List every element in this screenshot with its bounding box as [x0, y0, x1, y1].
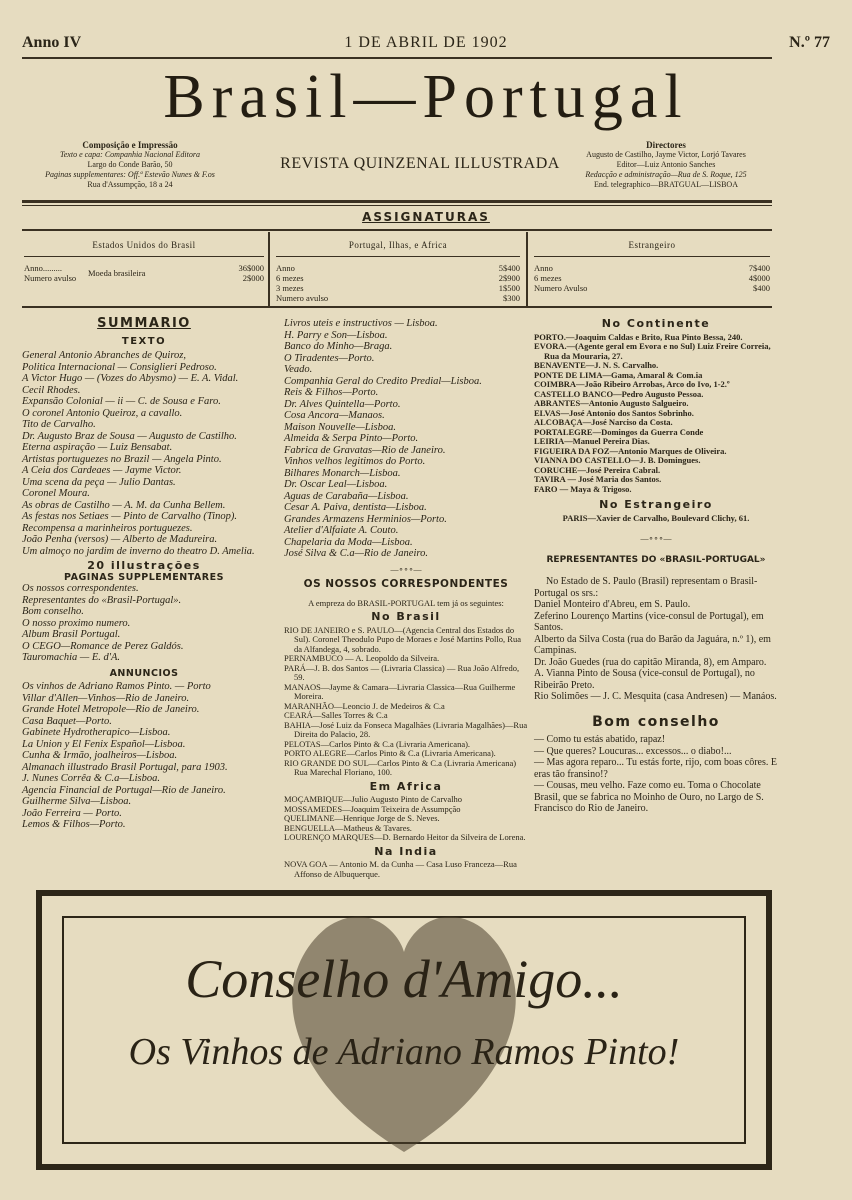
- subscriptions-divider-2: [526, 232, 528, 306]
- ad-item: H. Parry e Son—Lisboa.: [284, 329, 388, 341]
- correspondent-item: CASTELLO BANCO—Pedro Augusto Pessoa.: [534, 388, 704, 399]
- printing-heading: Composição e Impressão: [82, 140, 178, 150]
- summary-item: General Antonio Abranches de Quiroz,: [22, 350, 187, 361]
- representatives-list: [534, 599, 778, 703]
- subscription-brazil: [24, 232, 264, 304]
- annuncio-item: La Union y El Fenix Español—Lisboa.: [22, 738, 186, 750]
- supp-item: Tauromachia — E. d'A.: [22, 652, 121, 663]
- ad-item: Veado.: [284, 364, 313, 375]
- correspondent-item: PELOTAS—Carlos Pinto & C.a (Livraria Americana).: [284, 738, 471, 749]
- africa-heading: Em Africa: [369, 779, 443, 793]
- directors-line-2: Editor—Luiz Antonio Sanches: [616, 160, 716, 169]
- foreign-row: [534, 283, 770, 293]
- supp-heading: PAGINAS SUPPLEMENTARES: [64, 571, 224, 583]
- portugal-row: [276, 263, 520, 273]
- summary-item: Recompensa a marinheiros portuguezes.: [22, 522, 193, 534]
- printing-line-2: Largo do Conde Barão, 50: [87, 160, 173, 169]
- middle-column: [284, 318, 528, 879]
- summary-item: Uma scena da peça — Julio Dantas.: [22, 476, 176, 488]
- representative-item: Dr. João Guedes (rua do capitão Miranda, 8), em Amparo.: [534, 656, 767, 668]
- row-value: 1$500: [498, 283, 520, 293]
- correspondent-item: QUELIMANE—Henrique Jorge de S. Neves.: [284, 813, 440, 823]
- ad-item: Companhia Geral do Credito Predial—Lisboa.: [284, 375, 482, 387]
- annuncio-item: Casa Baquet—Porto.: [22, 715, 112, 727]
- ornament-divider: —∘∘∘—: [640, 534, 672, 543]
- texto-list: [22, 350, 266, 557]
- annuncio-item: Lemos & Filhos—Porto.: [22, 819, 126, 830]
- brasil-heading: No Brasil: [371, 610, 441, 623]
- summary-item: Artistas portuguezes no Brazil — Angela Pinto.: [22, 453, 222, 465]
- correspondent-item: BENGUELLA—Matheus & Tavares.: [284, 822, 412, 833]
- ad-item: Chapelaria da Moda—Lisboa.: [284, 536, 413, 548]
- ad-item: Maison Nouvelle—Lisboa.: [284, 421, 396, 433]
- bom-conselho-text: [534, 734, 778, 815]
- subscriptions-rule: [22, 229, 772, 231]
- correspondent-item: NOVA GOA — Antonio M. da Cunha — Casa Luso Franceza—Rua Affonso de Albuquerque.: [284, 859, 517, 879]
- ad-item: Banco do Minho—Braga.: [284, 341, 393, 352]
- correspondent-item: ALCOBAÇA—José Narciso da Costa.: [534, 417, 673, 427]
- summary-item: Um almoço no jardim de inverno do theatro D. Amelia.: [22, 545, 255, 557]
- brazil-row2-value: 2$000: [242, 273, 264, 283]
- foreign-row: [534, 263, 770, 273]
- correspondent-item: MOÇAMBIQUE—Julio Augusto Pinto de Carvalho: [284, 794, 463, 804]
- correspondent-item: RIO GRANDE DO SUL—Carlos Pinto & C.a (Livraria Americana) Rua Marechal Floriano, 100.: [284, 757, 517, 777]
- supp-item: Os nossos correspondentes.: [22, 583, 139, 594]
- subscription-foreign: [534, 232, 770, 304]
- summary-title: SUMMARIO: [97, 316, 191, 331]
- summary-column: [22, 318, 266, 831]
- illustrations-count: 20 illustrações: [87, 559, 201, 572]
- representatives-intro: No Estado de S. Paulo (Brasil) representam o Brasil-Portugal os srs.:: [534, 576, 758, 599]
- row-label: 3 mezes: [276, 283, 304, 293]
- correspondent-item: PORTO.—Joaquim Caldas e Brito, Rua Pinto Bessa, 240.: [534, 331, 743, 342]
- correspondent-item: PORTO ALEGRE—Carlos Pinto & C.a (Livraria Americana).: [284, 748, 496, 758]
- representative-item: Alberto da Silva Costa (rua do Barão da Jaguára, n.º 1), em Campinas.: [534, 633, 771, 656]
- correspondent-item: MARANHÃO—Leoncio J. de Medeiros & C.a: [284, 700, 445, 711]
- annuncios-list: [22, 681, 266, 831]
- row-value: 4$000: [748, 273, 770, 283]
- ad-item: Dr. Alves Quintella—Porto.: [284, 398, 401, 410]
- brazil-row1-value: 36$000: [238, 263, 264, 273]
- annuncio-item: Guilherme Silva—Lisboa.: [22, 796, 132, 807]
- ad-headline: Conselho d'Amigo...: [185, 949, 623, 1009]
- correspondent-item: RIO DE JANEIRO e S. PAULO—(Agencia Central dos Estados do Sul). Coronel Theodulo Pupo de Moraes e José Martins Pollo, Rua da Alfandega, 4, sobrado.: [284, 624, 521, 654]
- correspondent-item: BENAVENTE—J. N. S. Carvalho.: [534, 360, 659, 370]
- issue-number: N.º 77: [789, 34, 830, 51]
- printing-line-1: Texto e capa: Companhia Nacional Editora: [60, 150, 200, 159]
- correspondent-item: BAHIA—José Luiz da Fonseca Magalhães (Livraria Magalhães)—Rua Direita do Palacio, 28.: [284, 719, 528, 739]
- supp-item: Bom conselho.: [22, 606, 84, 617]
- row-value: 5$400: [498, 263, 520, 273]
- ad-item: O Tiradentes—Porto.: [284, 352, 375, 364]
- right-column: [534, 318, 778, 815]
- ad-item: Fabrica de Gravatas—Rio de Janeiro.: [284, 444, 446, 456]
- ad-item: Cosa Ancora—Manaos.: [284, 410, 385, 421]
- india-heading: Na India: [374, 844, 438, 858]
- summary-item: Expansão Colonial — ii — C. de Sousa e Faro.: [22, 396, 221, 407]
- ad-item: Cesar A. Paiva, dentista—Lisboa.: [284, 502, 427, 513]
- correspondents-title: OS NOSSOS CORRESPONDENTES: [303, 578, 509, 590]
- brasil-list: [284, 626, 528, 778]
- texto-heading: TEXTO: [121, 335, 167, 347]
- correspondent-item: ELVAS—José Antonio dos Santos Sobrinho.: [534, 407, 694, 418]
- annuncio-item: Grande Hotel Metropole—Rio de Janeiro.: [22, 704, 200, 715]
- summary-item: Cecil Rhodes.: [22, 384, 81, 396]
- annuncio-item: Agencia Financial de Portugal—Rio de Janeiro.: [22, 784, 226, 796]
- annuncio-item: J. Nunes Corrêa & C.a—Lisboa.: [22, 773, 160, 784]
- india-list: [284, 860, 528, 879]
- ornament-divider: —∘∘∘—: [390, 564, 422, 574]
- annuncio-item: João Ferreira — Porto.: [22, 807, 122, 819]
- row-label: 6 mezes: [534, 273, 562, 283]
- representative-item: Rio Solimões — J. C. Mesquita (casa Andresen) — Manáos.: [534, 691, 777, 702]
- representative-item: Daniel Monteiro d'Abreu, em S. Paulo.: [534, 599, 691, 610]
- annuncio-item: Cunha & Irmão, joalheiros—Lisboa.: [22, 750, 178, 761]
- bom-conselho-title: Bom conselho: [592, 713, 720, 730]
- directors-line-3: Redacção e administração—Rua de S. Roque, 125: [585, 170, 747, 179]
- correspondent-item: LOURENÇO MARQUES—D. Bernardo Heitor da Silveira de Lorena.: [284, 832, 526, 842]
- row-value: 7$400: [748, 263, 770, 273]
- annuncio-item: Os vinhos de Adriano Ramos Pinto. — Porto: [22, 681, 211, 692]
- correspondent-item: FARO — Maya & Trigoso.: [534, 483, 632, 494]
- subscriptions-bottom-rule: [22, 306, 772, 308]
- representative-item: A. Vianna Pinto de Sousa (vice-consul de Portugal), no Ribeirão Preto.: [534, 668, 755, 691]
- africa-list: [284, 795, 528, 843]
- dialogue-line: — Que queres? Loucuras... excessos... o diabo!...: [534, 745, 732, 757]
- header-rule-thin: [22, 205, 772, 206]
- brazil-currency: Moeda brasileira: [88, 268, 146, 278]
- ad-item: Dr. Oscar Leal—Lisboa.: [284, 479, 388, 490]
- ad-item: Bilhares Monarch—Lisboa.: [284, 467, 401, 479]
- correspondent-item: COIMBRA—João Ribeiro Arrobas, Arco do Ivo, 1-2.º: [534, 379, 730, 389]
- summary-item: Coronel Moura.: [22, 488, 90, 499]
- correspondent-item: ABRANTES—Antonio Augusto Salgueiro.: [534, 398, 689, 408]
- printing-info: [20, 140, 240, 190]
- foreign-heading: Estrangeiro: [534, 240, 770, 257]
- correspondent-item: EVORA.—(Agente geral em Evora e no Sul) Luiz Freire Correia, Rua da Mouraria, 27.: [534, 341, 771, 361]
- ad-item: Almeida & Serpa Pinto—Porto.: [284, 433, 419, 444]
- header-top-line: [22, 34, 830, 56]
- ad-item: Vinhos velhos legitimos do Porto.: [284, 456, 426, 467]
- masthead-subtitle: REVISTA QUINZENAL ILLUSTRADA: [280, 155, 560, 172]
- printing-line-3: Paginas supplementares: Off.ª Estevão Nunes & F.os: [45, 170, 215, 179]
- masthead-title: Brasil—Portugal: [163, 63, 689, 131]
- correspondent-item: PONTE DE LIMA—Gama, Amaral & Com.ia: [534, 369, 703, 380]
- supp-item: O CEGO—Romance de Perez Galdós.: [22, 640, 184, 652]
- correspondent-item: MOSSAMEDES—Joaquim Teixeira de Assumpção: [284, 803, 461, 814]
- foreign-row: [534, 273, 770, 283]
- directors-line-4: End. telegraphico—BRATGUAL—LISBOA: [594, 180, 738, 189]
- wine-advertisement: [36, 890, 772, 1170]
- row-label: Numero Avulso: [534, 283, 588, 293]
- correspondent-item: PORTALEGRE—Domingos da Guerra Conde: [534, 426, 704, 437]
- correspondent-item: PARÁ—J. B. dos Santos — (Livraria Classica) — Rua João Alfredo, 59.: [284, 662, 520, 682]
- summary-item: A Ceia dos Cardeaes — Jayme Victor.: [22, 465, 182, 476]
- portugal-row: [276, 273, 520, 283]
- brazil-row1-label: Anno.........: [24, 263, 63, 273]
- summary-item: O coronel Antonio Queiroz, a cavallo.: [22, 407, 183, 419]
- summary-item: A Victor Hugo — (Vozes do Abysmo) — E. A. Vidal.: [22, 373, 239, 384]
- ad-item: Atelier d'Alfaiate A. Couto.: [284, 525, 399, 536]
- correspondent-item: CORUCHE—José Pereira Cabral.: [534, 464, 661, 475]
- directors-heading: Directores: [646, 140, 686, 150]
- issue-date: 1 DE ABRIL DE 1902: [344, 34, 508, 51]
- annuncio-item: Villar d'Allen—Vinhos—Rio de Janeiro.: [22, 692, 190, 704]
- ad-item: Reis & Filhos—Porto.: [284, 387, 379, 398]
- summary-item: As festas nos Setiaes — Pinto de Carvalho (Tinop).: [22, 511, 237, 522]
- supp-item: Representantes do «Brasil-Portugal».: [22, 594, 182, 606]
- dialogue-line: — Mas agora reparo... Tu estás forte, rijo, com boas côres. E eras tão fransino!?: [534, 757, 777, 780]
- representative-item: Zeferino Lourenço Martins (vice-consul de Portugal), em Santos.: [534, 610, 764, 633]
- top-rule: [22, 57, 772, 59]
- summary-item: Politica Internacional — Consiglieri Pedroso.: [22, 361, 217, 373]
- annuncio-item: Almanach illustrado Brasil Portugal, para 1903.: [22, 761, 228, 773]
- brazil-row2-label: Numero avulso: [24, 273, 77, 283]
- header-rule: [22, 200, 772, 203]
- ad-item: Livros uteis e instructivos — Lisboa.: [284, 318, 438, 329]
- portugal-heading: Portugal, Ilhas, e Africa: [276, 240, 520, 257]
- correspondent-item: MANAOS—Jayme & Camara—Livraria Classica—Rua Guilherme Moreira.: [284, 681, 516, 701]
- row-label: Anno: [534, 263, 553, 273]
- correspondent-item: VIANNA DO CASTELLO—J. B. Domingues.: [534, 455, 701, 465]
- summary-item: João Penha (versos) — Alberto de Madureira.: [22, 534, 218, 545]
- row-value: 2$900: [498, 273, 520, 283]
- continente-list: [534, 333, 778, 495]
- ad-item: Grandes Armazens Herminios—Porto.: [284, 513, 447, 525]
- ad-tagline: Os Vinhos de Adriano Ramos Pinto!: [128, 1031, 680, 1073]
- summary-item: Dr. Augusto Braz de Sousa — Augusto de Castilho.: [22, 430, 237, 442]
- summary-item: Eterna aspiração — Luiz Bensabat.: [22, 442, 173, 453]
- estrangeiro-heading: No Estrangeiro: [599, 498, 713, 511]
- correspondent-item: CEARÁ—Salles Torres & C.a: [284, 710, 388, 720]
- correspondents-intro: A empreza do BRASIL-PORTUGAL tem já os seguintes:: [308, 597, 504, 608]
- representatives-title: REPRESENTANTES DO «BRASIL-PORTUGAL»: [546, 554, 766, 565]
- portugal-row: [276, 293, 520, 303]
- estrangeiro-entry: PARIS—Xavier de Carvalho, Boulevard Clichy, 61.: [562, 512, 750, 523]
- summary-item: As obras de Castilho — A. M. da Cunha Bellem.: [22, 499, 226, 511]
- supp-list: [22, 583, 266, 664]
- summary-item: Tito de Carvalho.: [22, 419, 96, 430]
- row-value: $400: [753, 283, 770, 293]
- correspondent-item: TAVIRA — José Maria dos Santos.: [534, 474, 662, 484]
- supp-item: O nosso proximo numero.: [22, 617, 131, 629]
- correspondent-item: PERNAMBUCO — A. Leopoldo da Silveira.: [284, 653, 440, 663]
- ad-item: José Silva & C.a—Rio de Janeiro.: [284, 548, 428, 559]
- directors-info: [560, 140, 772, 190]
- correspondent-item: FIGUEIRA DA FOZ—Antonio Marques de Oliveira.: [534, 445, 727, 456]
- subscription-portugal: [276, 232, 520, 304]
- printing-line-4: Rua d'Assumpção, 18 a 24: [87, 180, 173, 189]
- annuncios-heading: ANNUNCIOS: [109, 667, 179, 679]
- dialogue-line: — Cousas, meu velho. Faze como eu. Toma o Chocolate Brasil, que se fabrica no Moinho de Ouro, no Largo de S. Francisco do Rio de Janeiro.: [534, 780, 764, 814]
- row-label: 6 mezes: [276, 273, 304, 283]
- row-value: $300: [503, 293, 520, 303]
- year-label: Anno IV: [22, 34, 82, 51]
- directors-line-1: Augusto de Castilho, Jayme Victor, Lorjó Tavares: [586, 150, 746, 159]
- continente-heading: No Continente: [601, 317, 711, 330]
- subscriptions-title: ASSIGNATURAS: [362, 210, 490, 224]
- row-label: Anno: [276, 263, 295, 273]
- portugal-row: [276, 283, 520, 293]
- row-label: Numero avulso: [276, 293, 329, 303]
- brazil-heading: Estados Unidos do Brasil: [24, 240, 264, 257]
- subscriptions-divider-1: [268, 232, 270, 306]
- annuncio-item: Gabinete Hydrotherapico—Lisboa.: [22, 727, 171, 738]
- supp-item: Album Brasil Portugal.: [22, 629, 121, 640]
- ads-list: [284, 318, 528, 560]
- correspondent-item: LEIRIA—Manuel Pereira Dias.: [534, 436, 650, 446]
- dialogue-line: — Como tu estás abatido, rapaz!: [534, 734, 666, 745]
- ad-item: Aguas de Carabaña—Lisboa.: [284, 490, 409, 502]
